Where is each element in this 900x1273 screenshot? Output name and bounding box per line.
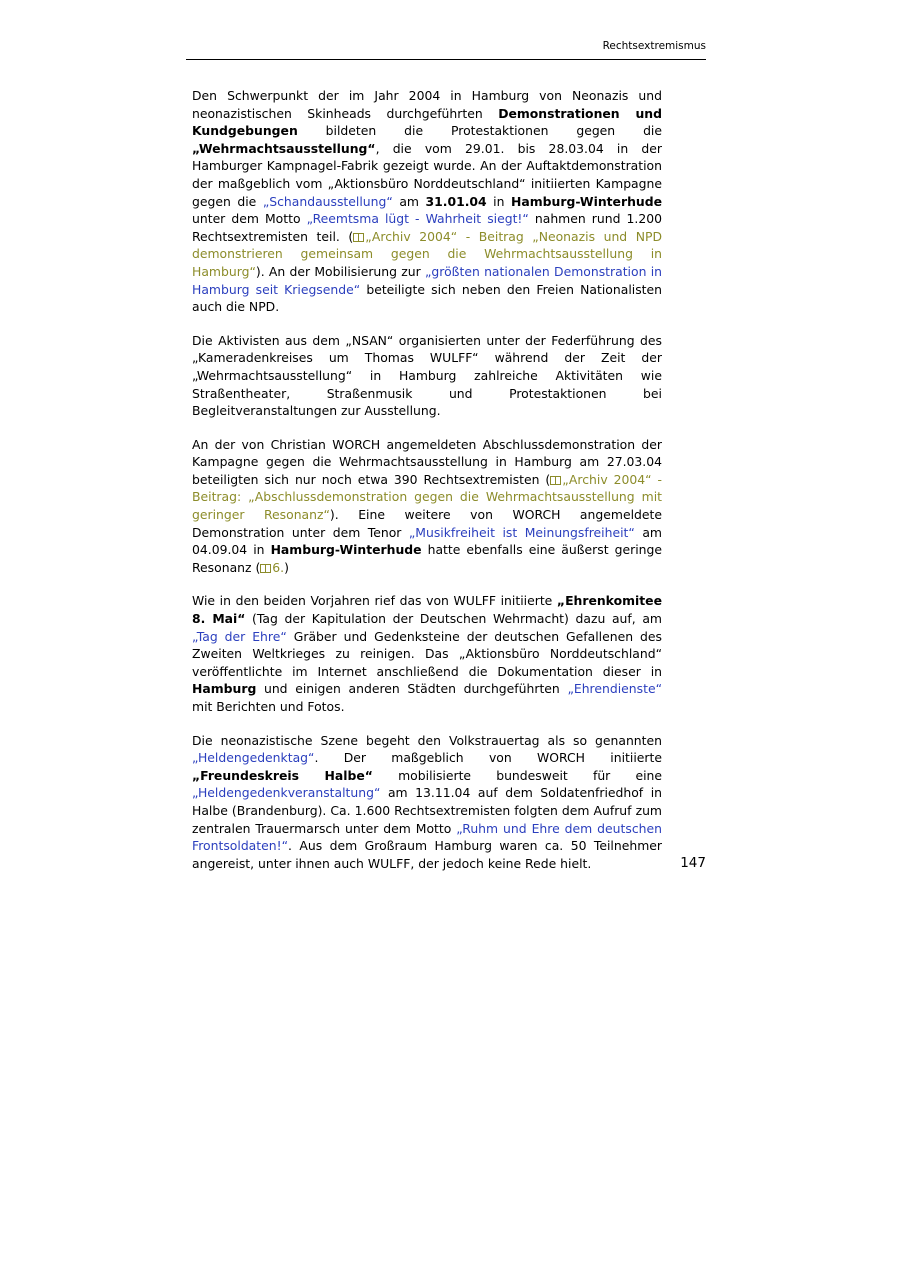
paragraph-5 (192, 732, 662, 873)
p5-seg2: . Der maßgeblich von WORCH initiierte (314, 750, 662, 766)
link-ruhm-und-ehre[interactable]: „Ruhm und Ehre dem deutschen Frontsoldaten!“ (192, 820, 662, 854)
p1-bold2: „Wehrmachtsausstellung“ (192, 140, 376, 156)
p3-seg5: ) (284, 559, 289, 575)
p1-seg4: am (392, 193, 426, 209)
p3-seg4: hatte ebenfalls eine äußerst geringe Resonanz ( (192, 542, 662, 575)
running-header: Rechtsextremismus (602, 40, 706, 52)
paragraph-3 (192, 436, 662, 577)
booklet-icon (353, 229, 364, 238)
link-groesste-demonstration[interactable]: „größten nationalen Demonstration in Hamburg seit Kriegsende“ (192, 263, 662, 297)
p5-seg4: am 13.11.04 auf dem Soldatenfriedhof in Halbe (Brandenburg). Ca. 1.600 Rechtsextremisten folgten dem Aufruf zum zentralen Trauermarsch unter dem Motto (192, 785, 662, 836)
p1-seg5: in (486, 193, 511, 209)
page-number: 147 (680, 855, 706, 871)
p1-seg3: , die vom 29.01. bis 28.03.04 in der Hamburger Kampnagel-Fabrik gezeigt wurde. An der Auftaktdemonstration der maßgeblich vom „Aktionsbüro Norddeutschland“ initiierten Kampagne gegen die (192, 140, 662, 209)
p5-bold1: „Freundeskreis Halbe“ (192, 767, 373, 783)
header-divider (186, 59, 706, 60)
link-musikfreiheit[interactable]: „Musikfreiheit ist Meinungsfreiheit“ (408, 524, 635, 540)
p3-bold1: Hamburg-Winterhude (270, 542, 422, 558)
link-heldengedenkveranstaltung[interactable]: „Heldengedenkveranstaltung“ (192, 785, 381, 801)
p4-seg1: Wie in den beiden Vorjahren rief das von WULFF initiierte (192, 593, 557, 609)
p1-bold3: 31.01.04 (425, 193, 487, 209)
p4-bold2: Hamburg (192, 681, 257, 697)
p1-bold4: Hamburg-Winterhude (511, 193, 662, 209)
booklet-icon (550, 472, 561, 481)
p4-bold1: „Ehrenkomitee 8. Mai“ (192, 593, 662, 627)
p4-seg5: mit Berichten und Fotos. (192, 699, 345, 714)
p4-seg3: Gräber und Gedenksteine der deutschen Gefallenen des Zweiten Weltkrieges zu reinigen. Das „Aktionsbüro Norddeutschland“ veröffentlichte im Internet anschließend die Dokumentation dieser in (192, 628, 662, 679)
p1-seg6: unter dem Motto (192, 211, 307, 227)
p1-seg1: Den Schwerpunkt der im Jahr 2004 in Hamburg von Neonazis und neonazistischen Skinheads durchgeführten (192, 88, 662, 121)
link-schandausstellung[interactable]: „Schandausstellung“ (262, 193, 393, 209)
p1-seg9: beteiligte sich neben den Freien Nationalisten auch die NPD. (192, 281, 663, 315)
link-reemtsma-motto[interactable]: „Reemtsma lügt - Wahrheit siegt!“ (306, 211, 529, 227)
p3-seg3: am 04.09.04 in (192, 524, 662, 558)
p1-seg2: bildeten die Protestaktionen gegen die (297, 123, 662, 139)
p4-seg4: und einigen anderen Städten durchgeführten (256, 681, 568, 697)
p1-bold1: Demonstrationen und Kundgebungen (192, 105, 662, 139)
page-body (192, 87, 662, 872)
link-ehrendienste[interactable]: „Ehrendienste“ (567, 681, 662, 697)
p4-seg2: (Tag der Kapitulation der Deutschen Wehrmacht) dazu auf, am (245, 611, 662, 627)
paragraph-2: Die Aktivisten aus dem „NSAN“ organisierten unter der Federführung des „Kameradenkreises um Thomas WULFF“ während der Zeit der „Wehrmachtsausstellung“ in Hamburg zahlreiche Aktivitäten wie Straßentheater, Straßenmusik und Protestaktionen bei Begleitveranstaltungen zur Ausstellung. (192, 332, 662, 419)
p5-seg1: Die neonazistische Szene begeht den Volkstrauertag als so genannten (192, 732, 662, 748)
paragraph-1 (192, 87, 662, 316)
link-reference-6[interactable]: 6. (272, 559, 285, 575)
booklet-icon (260, 560, 271, 569)
p3-seg1: An der von Christian WORCH angemeldeten Abschlussdemonstration der Kampagne gegen die Wehrmachtsausstellung in Hamburg am 27.03.04 beteiligten sich nur noch etwa 390 Rechtsextremisten ( (192, 436, 662, 487)
p5-seg3: mobilisierte bundesweit für eine (372, 767, 662, 783)
link-archiv-2004-neonazis-npd[interactable]: „Archiv 2004“ - Beitrag „Neonazis und NPD demonstrieren gemeinsam gegen die Wehrmachtsausstellung in Hamburg“ (192, 228, 663, 279)
paragraph-4 (192, 592, 662, 715)
p5-seg5: . Aus dem Großraum Hamburg waren ca. 50 Teilnehmer angereist, unter ihnen auch WULFF, der jedoch keine Rede hielt. (192, 838, 662, 871)
link-heldengedenktag[interactable]: „Heldengedenktag“ (192, 750, 315, 766)
p1-seg8: ). An der Mobilisierung zur (255, 263, 425, 279)
p1-seg7: nahmen rund 1.200 Rechtsextremisten teil. ( (192, 211, 662, 244)
p3-seg2: ). Eine weitere von WORCH angemeldete Demonstration unter dem Tenor (192, 507, 662, 540)
link-archiv-2004-abschlussdemonstration[interactable]: „Archiv 2004“ - Beitrag: „Abschlussdemonstration gegen die Wehrmachtsausstellung mit geringer Resonanz“ (192, 471, 662, 523)
link-tag-der-ehre[interactable]: „Tag der Ehre“ (192, 628, 287, 644)
